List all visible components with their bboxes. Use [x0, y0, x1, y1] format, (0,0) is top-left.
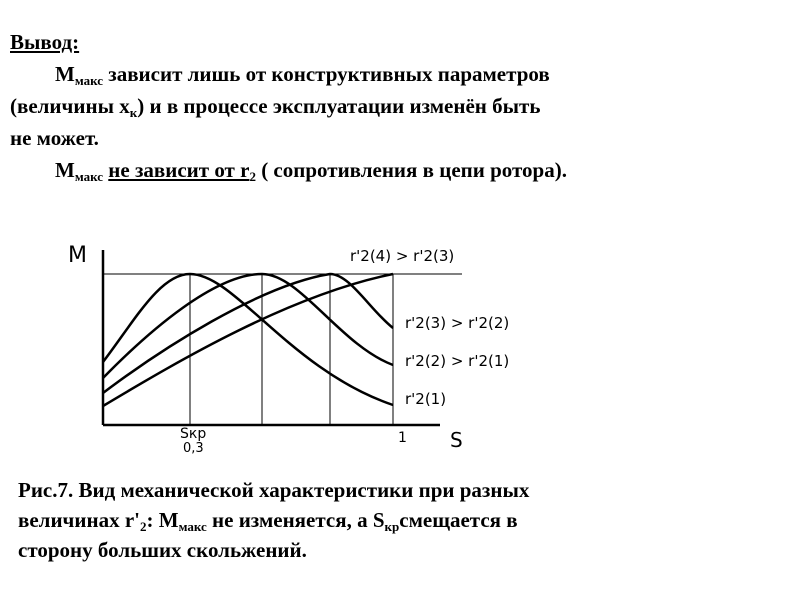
line2-start: (величины x [10, 94, 130, 118]
curve-r2-1 [103, 274, 393, 405]
m-subscript-2: макс [74, 169, 104, 184]
x-axis-label: S [450, 428, 463, 452]
m-symbol-2: М [55, 158, 75, 182]
y-axis-label: M [68, 243, 87, 268]
caption-line-3: сторону больших скольжений. [18, 538, 307, 562]
curve-r2-3 [103, 274, 393, 393]
line2-rest: ) и в процессе эксплуатации изменён быть [137, 94, 541, 118]
tick-skr-value: 0,3 [183, 441, 204, 456]
conclusion-line-3: не может. [10, 126, 99, 150]
xk-subscript: к [129, 105, 138, 120]
line1-rest: зависит лишь от конструктивных параметров [103, 62, 550, 86]
conclusion-heading: Вывод: [10, 30, 80, 54]
curve-label-1: r'2(1) [405, 390, 447, 408]
curve-label-3: r'2(3) > r'2(2) [405, 314, 510, 332]
m-subscript: макс [74, 73, 104, 88]
curve-label-2: r'2(2) > r'2(1) [405, 352, 510, 370]
tick-skr: Sкр [180, 426, 207, 442]
caption-line-2: величинах r'2: Ммакс не изменяется, а Sкрсмещается в [18, 508, 518, 534]
caption-line-1: Рис.7. Вид механической характеристики при разных [18, 478, 530, 502]
line4-rest: ( сопротивления в цепи ротора). [255, 158, 567, 182]
curve-label-4: r'2(4) > r'2(3) [350, 247, 455, 265]
m-symbol: М [55, 62, 75, 86]
tick-one: 1 [398, 430, 407, 446]
underlined-statement: не зависит от r2 [108, 158, 256, 184]
